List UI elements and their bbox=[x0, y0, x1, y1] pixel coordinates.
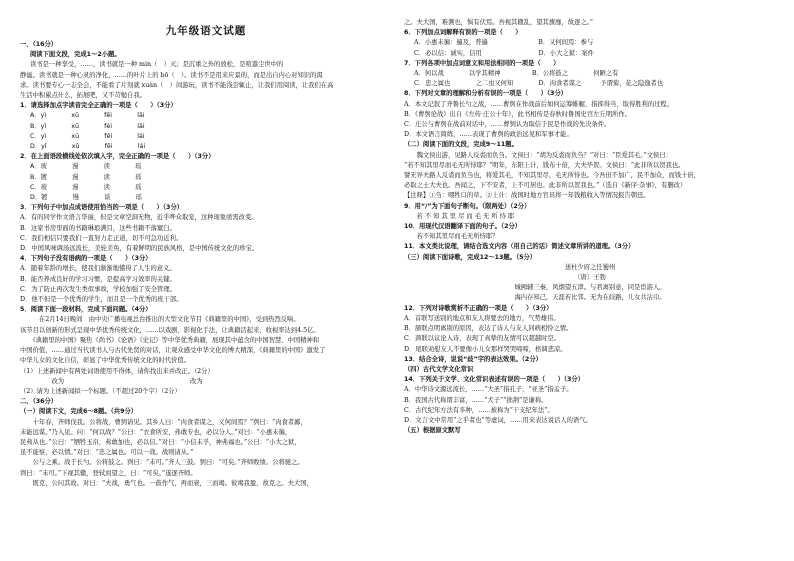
left-text-line: 改为 改为 bbox=[20, 377, 203, 385]
right-text-line: 12．下列对诗歌赏析不正确的一项是（ ）（3分） bbox=[404, 304, 553, 312]
right-column bbox=[404, 18, 776, 436]
right-text-line: B．颔联点明离别的原因，表达了诗人与友人同病相怜之情。 bbox=[404, 325, 573, 333]
left-text-line: 2．在上面语段横线处依次填入字，完全正确的一项是（ ）（3分） bbox=[20, 153, 215, 161]
left-text-line: 一、（16分） bbox=[20, 41, 58, 48]
left-text-line: 十年春，齐师伐我。公将战，曹刿请见。其乡人曰：“肉食者谋之，又何间焉？”刿曰：“肉食者鄙， bbox=[20, 418, 307, 426]
left-text-line: A．yì xū fēi lǎi bbox=[30, 112, 145, 120]
left-text-line: C．为了防止再次发生类似事故，学校加强了安全管理。 bbox=[20, 285, 176, 293]
right-text-line: C．庄公与曹刿在战前对话中，……曹刿认为取信于民是作战的先决条件。 bbox=[404, 121, 611, 129]
right-text-line: 魏文侯出游，见路人反裘而负刍。文侯曰：“胡为反裘而负刍？”对曰：“臣爱其毛。”文侯曰： bbox=[404, 151, 672, 159]
right-text-line: 必取之士大夫也。吾闻之，下不安者，上不可居也。此非所以贺我也。”（选自《新序·杂事》，有删改） bbox=[404, 182, 687, 190]
right-body bbox=[404, 18, 776, 436]
left-text-line: 读书是一种享受，……，读书就是一种 min（ ）灭；是沉重之外的放松，是喧嚣尘世中的 bbox=[30, 61, 284, 69]
right-text-line: 6．下列加点词解释有误的一项是（ ） bbox=[404, 29, 522, 37]
left-body bbox=[20, 40, 392, 489]
right-text-line: A．中华诗文源远流长，……“大圣”指孔子，“亚圣”指孟子。 bbox=[404, 386, 573, 394]
left-text-line: （一）阅读下文，完成6～8题。（共9分） bbox=[20, 408, 138, 416]
right-text-line: D．文言文中常用“之乎者也”等虚词，……用来表达说话人的语气。 bbox=[404, 416, 592, 424]
right-text-line: 9．用“/”为下面句子断句。（限两处）（2分） bbox=[404, 202, 531, 210]
right-text-line: A．本文记叙了齐鲁长勺之战，……曹刿在作战前后如何运筹帷幄、指挥得当，取得胜利的过程。 bbox=[404, 100, 674, 108]
right-text-line: 之。夫大国，难测也，惧有伏焉。吾视其辙乱，望其旗靡，故逐之。” bbox=[404, 19, 593, 26]
left-text-line: 中国价值，……通过当代读书人与古代先贤的对话，让观众感受中华文化的博大精深，《典籍里的中国》激发了 bbox=[20, 347, 326, 355]
left-text-line: B．这家书房里面的书籍琳琅满目，这些书籍不落窠臼。 bbox=[20, 224, 176, 232]
right-text-line: 11．本文类比说理，请结合选文内容（用自己的话）简述文章所讲的道理。（3分） bbox=[404, 243, 635, 251]
right-text-line: 譬无异夫路人反裘而负刍也，将爱其毛，不知其里尽，毛无所恃也。今吾田不加广，民不加众，而钱十倍， bbox=[404, 172, 700, 180]
left-text-line: 虽不能察，必以情。”对曰：“忠之属也。可以一战。战则请从。” bbox=[20, 449, 194, 457]
right-text-line: 送杜少府之任蜀州 bbox=[564, 263, 616, 271]
left-text-line: D．他不但是一个优秀的学生，而且是一个优秀的班干部。 bbox=[20, 296, 183, 304]
right-text-line: （五）根据原文默写 bbox=[404, 427, 461, 435]
right-text-line: 7．下列各项中加点词意义和用法相同的一项是（ ） bbox=[404, 59, 560, 67]
right-text-line: A．首联写送别的地点和友人将要去的地方，气势雄伟。 bbox=[404, 314, 560, 322]
left-text-line: C．yì xū fēi lái bbox=[30, 132, 145, 140]
left-text-line: 5．阅读下面一段材料，完成下面问题。（4分） bbox=[20, 306, 152, 314]
right-text-line: （二）阅读下面的文段，完成9～11题。 bbox=[404, 141, 518, 149]
left-text-line: D．yǐ xū fēi lái bbox=[30, 143, 146, 151]
right-text-line: 8．下列对文章的理解和分析有误的一项是（ ）（3分） bbox=[404, 90, 568, 98]
right-text-line: A．小惠未徧：遍及，普遍 B．又何间焉：参与 bbox=[414, 39, 594, 47]
right-text-line: C．古代纪年方法有多种，……被称为“干支纪年法”。 bbox=[404, 406, 554, 414]
left-text-line: A．随着年龄的增长，使我们渐渐地懂得了人生的意义。 bbox=[20, 265, 176, 273]
right-text-line: 若 不 知 其 里 尽 而 毛 无 所 恃 耶 bbox=[404, 212, 515, 220]
right-text-line: A．何以战 以学其精神 B．公将鼓之 何陋之有 bbox=[414, 70, 619, 78]
left-text-line: 1．请选择加点字读音完全正确的一项是（ ）（3分） bbox=[20, 102, 177, 110]
right-text-line: B．《曹刿论战》出自《左传·庄公十年》，此书相传是春秋时鲁国史官左丘明所作。 bbox=[404, 110, 632, 118]
left-text-line: A．玻 漫 读 瑶 bbox=[30, 163, 142, 171]
right-text-line: C．颈联以议论入诗，表现了真挚的友情可以超越时空。 bbox=[404, 335, 560, 343]
left-text-line: C．我们相信只要我们一直努力走正道，切不可急功近利。 bbox=[20, 234, 183, 242]
right-text-line: 10．用现代汉语翻译下面的句子。（2分） bbox=[404, 223, 522, 231]
left-text-line: 3．下列句子中加点成语使用恰当的一项是（ ）（3分） bbox=[20, 204, 184, 212]
left-text-line: 生活中积累点什么，拓展吧，又不苛勉自我。 bbox=[20, 92, 146, 100]
left-text-line: B．yǐ xū fèi lǎi bbox=[30, 122, 145, 130]
left-text-line: 静谧。读书就是一种心灵的净化，……的叶片上的 bō（ ）。读书不是用来应景的，而是出自内心对知识的渴 bbox=[20, 71, 323, 79]
left-text-line: 刿曰：“未可。”下视其辙，登轼而望之，曰：“可矣。”遂逐齐师。 bbox=[20, 469, 197, 477]
right-text-line: “若不知其里尽而毛无所恃耶？”明年，东阳上计，钱布十倍，大夫毕贺。文侯曰：“此非所以贺我也。 bbox=[404, 161, 685, 169]
left-text-line: 4．下列句子没有语病的一项是（ ）（3分） bbox=[20, 255, 152, 263]
left-text-line: （1）上述新闻中有两处词语使用不得体，请你找出来并改正。（2分） bbox=[20, 367, 214, 375]
left-text-line: D．中国风味调汤远流长，美轮美奂，有着鲜明的民族风格，是中国传统文化的珍宝。 bbox=[20, 245, 259, 253]
left-text-line: B．镀 漫 读 瑶 bbox=[30, 173, 142, 181]
page-title: 九年级语文试题 bbox=[165, 25, 247, 37]
left-text-line: C．玻 漫 读 瑶 bbox=[30, 183, 142, 191]
right-text-line: （三）阅读下面诗歌，完成12～13题。（5分） bbox=[404, 253, 537, 261]
right-text-line: 海内存知己，天涯若比邻。无为在歧路，儿女共沾巾。 bbox=[514, 294, 666, 302]
left-text-line: 民弗从也。”公曰：“牺牲玉帛，弗敢加也，必以信。”对曰：“小信未孚，神弗福也。”公曰：“小大之狱， bbox=[20, 438, 301, 446]
left-text-line: A．有的同学作文语言华丽，但是文章空洞无物，近乎哗众取宠，这种现象亟需改变。 bbox=[20, 214, 258, 222]
left-text-line: （2）请为上述新闻拟一个标题。（不超过20个字）（2分） bbox=[20, 387, 181, 395]
left-text-line: 中华儿女的文化自信，彰显了中华优秀传统文化的时代价值。 bbox=[20, 357, 191, 365]
right-text-line: 〔唐〕王勃 bbox=[574, 274, 606, 282]
left-text-line: B．能否养成良好的学习习惯，是提高学习效率的关键。 bbox=[20, 275, 176, 283]
right-text-line: C．忠之属也 之二虫又何知 D．肉食者谋之 予谓菊，花之隐逸者也 bbox=[414, 80, 664, 88]
left-column bbox=[20, 18, 392, 489]
right-text-line: （四）古代文学文化常识 bbox=[404, 365, 474, 373]
right-text-line: 若不知其里尽而毛无所恃耶？ bbox=[404, 233, 499, 241]
left-text-line: 该节目以创新的形式呈现中华优秀传统文化，……以戏剧、影视化手法，让典籍活起来，收视率达到4.5亿。 bbox=[20, 326, 320, 334]
left-text-line: D．镀 慢 谈 瑶 bbox=[30, 194, 142, 202]
right-text-line: 14．下列关于文学、文化常识表述有误的一项是（ ）（3分） bbox=[404, 376, 585, 384]
right-text-line: 城阙辅三秦，风烟望五津。与君离别意，同是宦游人。 bbox=[514, 284, 666, 292]
left-text-line: 阅读下面文段，完成1～2小题。 bbox=[30, 51, 121, 59]
left-text-line: 二、（36分） bbox=[20, 398, 58, 406]
right-text-line: D．本文语言简练，……表现了曹刿的政治远见和军事才能。 bbox=[404, 131, 573, 139]
right-text-line: 【注释】①刍：喂牲口的草。②上计：战国时地方官员将一年钱粮收入等情况报告朝廷。 bbox=[404, 192, 650, 200]
left-text-line: 求。读书要专心一志全会，不能看了片刻就 xuàn（ ）间游玩，读书不能浅尝辄止，让我们用阅读，让我们在高 bbox=[20, 81, 334, 89]
right-text-line: C．必以信：诚实，信用 D．小大之狱：案件 bbox=[414, 49, 594, 57]
right-text-line: 13．结合全诗，说说“歧”字的表达效果。（2分） bbox=[404, 355, 542, 363]
left-text-line: 既克，公问其故。对曰：“夫战，勇气也。一鼓作气，再而衰，三而竭。彼竭我盈，故克之。夫大国， bbox=[20, 479, 313, 487]
left-text-line: 在2月14日晚间 由中央广播电视总台推出的大型文化节目《典籍里的中国》，受到热烈反响。 bbox=[20, 316, 300, 324]
right-text-line: D．尾联劝慰友人不要像小儿女那样哭哭啼啼，格调悲凉。 bbox=[404, 345, 567, 353]
right-text-line: B．我国古代称谓丰富，……“犬子”“拙荆”是谦称。 bbox=[404, 396, 548, 404]
left-text-line: 《典籍里的中国》聚焦《尚书》《论语》《史记》等中华优秀典籍，展现其中蕴含的中国智慧、中国精神和 bbox=[20, 336, 320, 344]
left-text-line: 未能远谋。”乃入见。问：“何以战？”公曰：“衣食所安，弗敢专也，必以分人。”对曰：“小惠未徧， bbox=[20, 428, 292, 436]
left-text-line: 公与之乘。战于长勺。公将鼓之。刿曰：“未可。”齐人三鼓。刿曰：“可矣。”齐师败绩。公将驰之。 bbox=[20, 459, 304, 467]
